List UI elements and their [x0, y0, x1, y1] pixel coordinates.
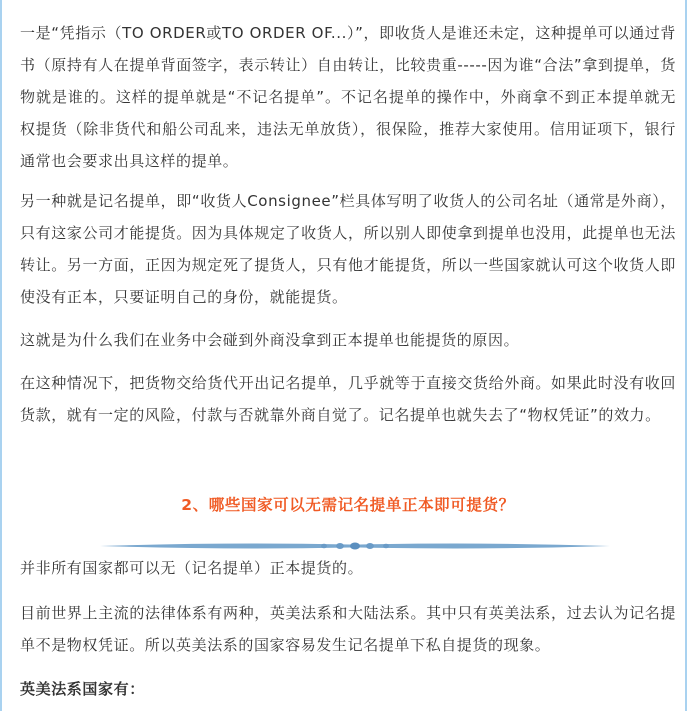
paragraph-reason: 这就是为什么我们在业务中会碰到外商没拿到正本提单也能提货的原因。	[20, 331, 520, 349]
paragraph-not-all-countries: 并非所有国家都可以无（记名提单）正本提货的。	[20, 559, 364, 577]
paragraph-order-bill: 一是“凭指示（TO ORDER或TO ORDER OF...）”，即收货人是谁还未定，这种提单可以通过背书（原持有人在提单背面签字，表示转让）自由转让，比较贵重-----因为谁“合法”拿到提单，货物就是谁的。这样的提单就是“不记名提单”。不记名提单的操作中，外商拿不到正本提单就无权提货（除非货代和船公司乱来，违法无单放货），很保险，推荐大家使用。信用证项下，银行通常也会要求出具这样的提单。	[20, 24, 676, 170]
paragraph-risk: 在这种情况下，把货物交给货代开出记名提单，几乎就等于直接交货给外商。如果此时没有收回货款，就有一定的风险，付款与否就靠外商自觉了。记名提单也就失去了“物权凭证”的效力。	[20, 374, 676, 424]
paragraph-straight-bill: 另一种就是记名提单，即“收货人Consignee”栏具体写明了收货人的公司名址（通常是外商），只有这家公司才能提货。因为具体规定了收货人，所以别人即使拿到提单也没用，此提单也无法转让。另一方面，正因为规定死了提货人，只有他才能提货，所以一些国家就认可这个收货人即使没有正本，只要证明自己的身份，就能提货。	[20, 192, 676, 306]
paragraph-common-law-countries: 英美法系国家有：	[20, 680, 145, 698]
section-heading: 2、哪些国家可以无需记名提单正本即可提货？	[181, 496, 515, 514]
paragraph-legal-systems: 目前世界上主流的法律体系有两种，英美法系和大陆法系。其中只有英美法系，过去认为记名提单不是物权凭证。所以英美法系的国家容易发生记名提单下私自提货的现象。	[20, 604, 676, 654]
